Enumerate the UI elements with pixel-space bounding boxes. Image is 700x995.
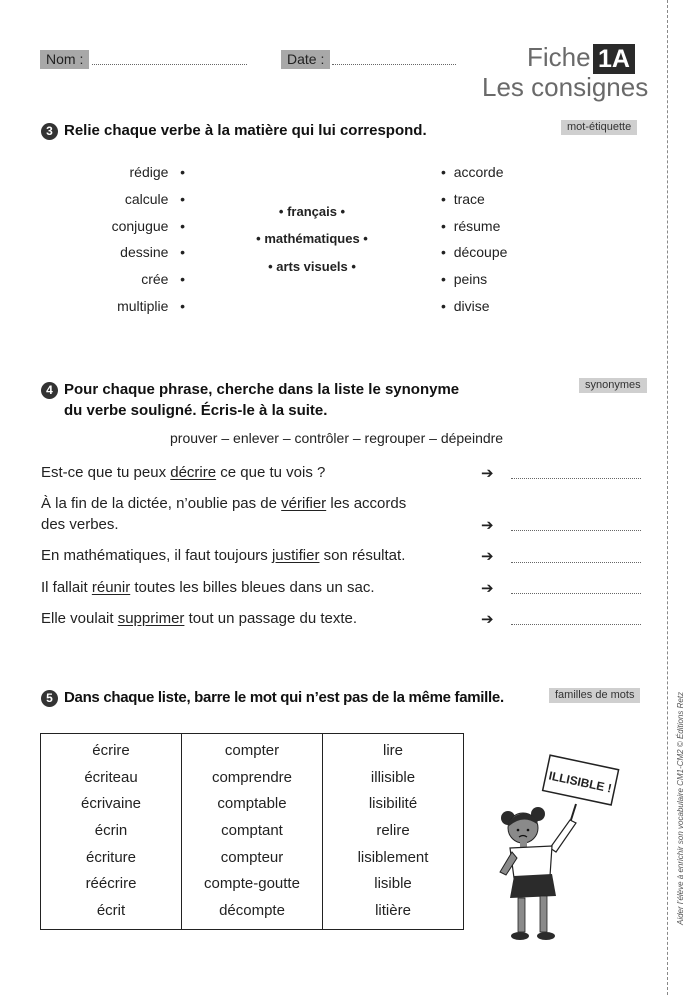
- right-word: • découpe: [441, 244, 508, 261]
- left-word: rédige •: [129, 164, 185, 180]
- family-word[interactable]: comptant: [221, 822, 283, 840]
- exercise-number: 5: [41, 690, 58, 707]
- underlined-verb: supprimer: [117, 610, 185, 627]
- family-word[interactable]: lisible: [374, 875, 412, 893]
- underlined-verb: réunir: [91, 579, 131, 596]
- sentence-2: À la fin de la dictée, n’oublie pas de vérifier les accords: [41, 495, 407, 512]
- family-word[interactable]: écriture: [85, 848, 137, 866]
- answer-field-3[interactable]: [511, 562, 641, 563]
- fiche-label: Fiche: [527, 42, 591, 72]
- left-word: calcule •: [124, 190, 185, 207]
- right-word-list: [441, 162, 561, 323]
- exercise-number: 3: [41, 123, 58, 140]
- family-word[interactable]: écrit: [96, 902, 126, 920]
- left-word: crée •: [141, 271, 185, 288]
- word-family-column-3: [323, 734, 464, 930]
- answer-field-5[interactable]: [511, 624, 641, 625]
- sentence-4: Il fallait réunir toutes les billes bleues dans un sac.: [41, 579, 375, 596]
- family-word[interactable]: lisiblement: [357, 848, 429, 866]
- family-word[interactable]: écriteau: [84, 768, 138, 786]
- family-word[interactable]: comprendre: [211, 768, 293, 786]
- arrow-icon: ➔: [481, 611, 494, 628]
- right-word: • accorde: [441, 164, 504, 180]
- arrow-icon: ➔: [481, 465, 494, 482]
- sentence-3: En mathématiques, il faut toujours justifier son résultat.: [41, 547, 406, 564]
- exercise-instruction-line1: Pour chaque phrase, cherche dans la liste le synonyme: [64, 381, 460, 398]
- exercise-tag: synonymes: [579, 378, 647, 393]
- sign-text: ILLISIBLE !: [547, 768, 613, 796]
- answer-field-4[interactable]: [511, 593, 641, 594]
- underlined-verb: vérifier: [281, 495, 327, 512]
- family-word[interactable]: décompte: [219, 902, 285, 920]
- answer-field-1[interactable]: [511, 478, 641, 479]
- arrow-icon: ➔: [481, 517, 494, 534]
- exercise-tag: familles de mots: [549, 688, 640, 703]
- right-word: • trace: [441, 190, 485, 207]
- sentence-2-continued: des verbes.: [41, 516, 119, 533]
- synonym-word-list: prouver – enlever – contrôler – regrouper – dépeindre: [170, 430, 504, 446]
- arrow-icon: ➔: [481, 548, 494, 565]
- answer-field-2[interactable]: [511, 530, 641, 531]
- family-word[interactable]: lisibilité: [368, 795, 418, 813]
- left-word-list: [60, 162, 185, 323]
- fiche-number-badge: 1A: [593, 44, 635, 74]
- page-margin-line: [667, 0, 668, 995]
- exercise-tag: mot-étiquette: [561, 120, 637, 135]
- right-word: • peins: [441, 271, 488, 288]
- family-word[interactable]: écrivaine: [80, 795, 142, 813]
- sentence-5: Elle voulait supprimer tout un passage du texte.: [41, 610, 358, 627]
- family-word[interactable]: comptable: [217, 795, 287, 813]
- family-word[interactable]: écrire: [92, 742, 130, 759]
- family-word[interactable]: compter: [224, 742, 280, 759]
- word-family-table: [40, 733, 464, 930]
- left-word: conjugue •: [111, 217, 185, 234]
- copyright-credit: Aider l’élève à enrichir son vocabulaire CM1-CM2 © Éditions Retz: [676, 691, 685, 925]
- family-word[interactable]: réécrire: [85, 875, 137, 893]
- subject-arts-visuels: • arts visuels •: [268, 259, 356, 274]
- nom-label: Nom :: [40, 50, 89, 69]
- left-word: multiplie •: [117, 297, 185, 314]
- arrow-icon: ➔: [481, 580, 494, 597]
- underlined-verb: justifier: [271, 547, 320, 564]
- right-word: • résume: [441, 217, 501, 234]
- date-field[interactable]: [332, 64, 456, 65]
- exercise-instruction-line2: du verbe souligné. Écris-le à la suite.: [64, 402, 328, 419]
- family-word[interactable]: compteur: [220, 848, 284, 866]
- nom-field[interactable]: [92, 64, 247, 65]
- sentence-1: Est-ce que tu peux décrire ce que tu vois ?: [41, 464, 326, 481]
- word-family-column-2: [182, 734, 323, 930]
- family-word[interactable]: illisible: [370, 768, 416, 786]
- right-word: • divise: [441, 297, 490, 314]
- exercise-instruction: Relie chaque verbe à la matière qui lui correspond.: [64, 122, 427, 139]
- underlined-verb: décrire: [170, 464, 217, 481]
- date-label: Date :: [281, 50, 330, 69]
- exercise-number: 4: [41, 382, 58, 399]
- family-word[interactable]: compte-goutte: [204, 875, 300, 893]
- left-word: dessine •: [120, 244, 185, 261]
- family-word[interactable]: écrin: [94, 822, 128, 840]
- subject-francais: • français •: [278, 204, 346, 219]
- exercise-instruction: Dans chaque liste, barre le mot qui n’est pas de la même famille.: [64, 689, 504, 706]
- family-word[interactable]: lire: [382, 742, 403, 759]
- word-family-column-1: [41, 734, 182, 930]
- family-word[interactable]: litière: [375, 902, 411, 920]
- subject-mathematiques: • mathématiques •: [256, 231, 368, 246]
- girl-with-sign-illustration: [490, 748, 630, 948]
- page-subtitle: Les consignes: [482, 72, 649, 102]
- family-word[interactable]: relire: [376, 822, 410, 840]
